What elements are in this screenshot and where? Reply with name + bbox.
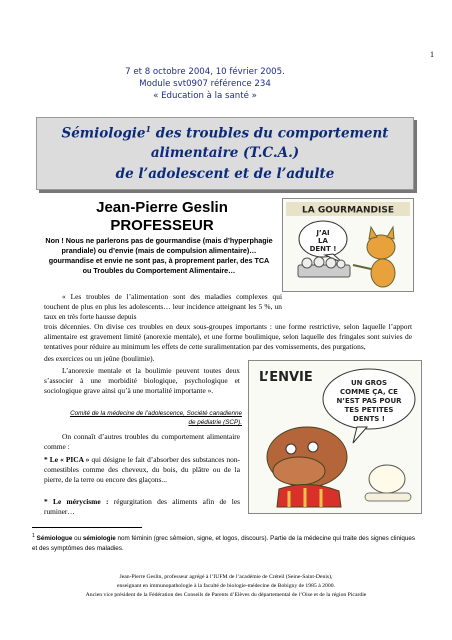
cake-4 <box>337 260 345 268</box>
merycisme-paragraph <box>44 497 240 517</box>
bulldog-eye-right <box>308 442 318 452</box>
cat-body <box>371 259 395 287</box>
gourmandise-bubble-text-1: J’AI <box>316 229 330 237</box>
body-paragraph-1c: des exercices ou un jeûne (boulimie). <box>44 354 155 363</box>
cat-ear-left <box>369 227 377 239</box>
cat-arm <box>353 265 371 269</box>
bulldog-eye-left <box>286 444 296 454</box>
merycisme-text: régurgitation des aliments afin de les ruminer… <box>44 497 241 517</box>
page-footer <box>20 573 432 600</box>
footnote-ref: 1 <box>145 124 152 134</box>
body-paragraph-1a: « Les troubles de l’alimentation sont des maladies complexes qui touchent de plus en plus les adolescents… leur incidence atteignant les 5 %, un taux en très forte hausse depuis <box>44 292 282 322</box>
cake-2 <box>314 257 324 267</box>
pica-label: * Le « PICA » <box>44 455 90 464</box>
svg-text:UN GROS: UN GROS <box>350 379 388 387</box>
envie-drawing <box>249 361 421 513</box>
footer-line-3: Ancien vice président de la Fédération des Conseils de Parents d’Elèves du départemental de l’Oise et de la région Picardie <box>85 592 367 598</box>
footnote-term-1: Sémiologue <box>36 535 73 543</box>
title-box <box>36 117 414 190</box>
intro-paragraph: Non ! Nous ne parlerons pas de gourmandise (mais d’hyperphagie prandiale) ou d’envie (mais de compulsion alimentaire)… gourmandise et envie ne sont pas, à proprement parler, des TCA ou Troubles du Comportement Alimentaire… <box>45 236 273 275</box>
header-module: Module svt0907 référence 234 <box>139 79 271 89</box>
title-line-1: Sémiologie$^1$ des troubles du comportement <box>61 124 389 142</box>
gourmandise-illustration <box>282 198 414 292</box>
gourmandise-caption: LA GOURMANDISE <box>301 205 395 216</box>
footnote-text: nom féminin (grec sêmeion, signe, et logos, discours). Partie de la médecine qui traite des signes cliniques et des symptômes des maladies. <box>32 535 416 552</box>
cake-3 <box>326 258 336 268</box>
page-number: 1 <box>430 50 434 59</box>
merycisme-label: * Le mérycisme : <box>44 497 109 506</box>
envie-bubble-tail <box>353 427 367 443</box>
title-line-2: alimentaire (T.C.A.) <box>150 145 300 161</box>
document-header <box>90 66 320 102</box>
author-block <box>92 199 232 235</box>
footer-line-2: enseignant en immunopathologie à la faculté de biologie-médecine de Bobigny de 1985 à 2000. <box>117 583 335 589</box>
cake-1 <box>302 258 312 268</box>
body-paragraph-1b: trois décennies. On divise ces troubles en deux sous-groupes importants : une forme restrictive, selon laquelle l’apport alimentaire est gravement limité (anorexie mentale), et une forme boulimique, selon laquelle des fringales sont suivies de tentatives pour réduire au minimum les effets de cette suralimentation par des vomissements, des purgations, <box>44 322 412 352</box>
footnote: $^1$ Sémiologue ou sémiologie nom féminin (grec sêmeion, signe, et logos, discours). Partie de la médecine qui traite des signes cliniques et des symptômes des maladies. <box>32 533 416 552</box>
gourmandise-drawing <box>283 199 413 291</box>
svg-text:TES PETITES: TES PETITES <box>344 406 394 414</box>
body-paragraph-2: L’anorexie mentale et la boulimie peuvent toutes deux s’associer à une morbidité biologique, psychologique et sociologique grave ainsi qu’à une mortalité importante ». <box>44 366 240 396</box>
footnote-separator <box>32 527 142 528</box>
footnote-term-2: sémiologie <box>82 535 116 543</box>
envie-illustration <box>248 360 422 514</box>
pica-paragraph <box>44 455 240 486</box>
header-topic: « Education à la santé » <box>153 91 257 101</box>
author-name: Jean-Pierre Geslin <box>96 199 228 216</box>
pica-text: qui désigne le fait d’absorber des substances non-comestibles comme des cheveux, du bois, du plâtre ou de la pierre, de la terre ou encore des glaçons... <box>44 455 241 485</box>
svg-text:N’EST PAS POUR: N’EST PAS POUR <box>336 397 402 405</box>
footer-line-1: Jean-Pierre Geslin, professeur agrégé à l’IUFM de l’académie de Créteil (Seine-Saint-Denis), <box>119 574 333 580</box>
svg-text:DENTS !: DENTS ! <box>353 415 385 423</box>
bone-icon <box>365 493 411 501</box>
footnote-mark: 1 <box>32 533 35 539</box>
author-role: PROFESSEUR <box>110 217 214 234</box>
citation: Comité de la médecine de l’adolescence, Société canadienne de pédiatrie (SCP). <box>70 410 242 426</box>
gourmandise-bubble-text-3: DENT ! <box>309 245 337 253</box>
gourmandise-bubble-text-2: LA <box>318 237 328 245</box>
bulldog-jaw <box>273 457 325 485</box>
cat-ear-right <box>387 227 394 239</box>
header-dates: 7 et 8 octobre 2004, 10 février 2005. <box>125 67 285 77</box>
title-line-3: de l’adolescent et de l’adulte <box>115 166 335 182</box>
small-dog <box>369 465 405 493</box>
bulldog-collar <box>277 484 341 507</box>
envie-caption: L’ENVIE <box>259 370 313 385</box>
svg-text:COMME ÇA, CE: COMME ÇA, CE <box>340 388 398 396</box>
body-paragraph-3: On connaît d’autres troubles du comportement alimentaire comme : <box>44 432 240 452</box>
